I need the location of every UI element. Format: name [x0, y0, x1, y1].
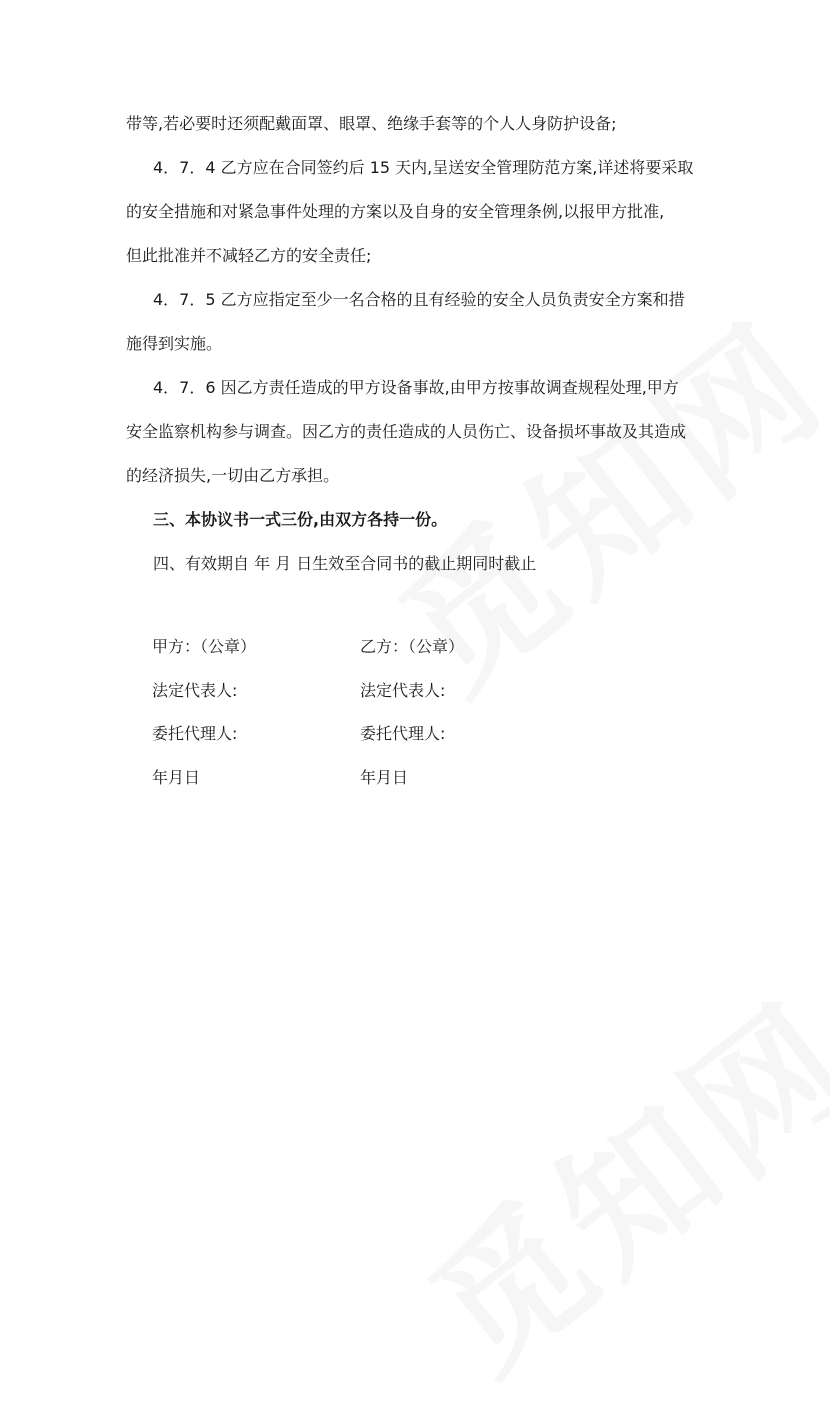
clause-4-7-4-line: 4．7．4 乙方应在合同签约后 15 天内,呈送安全管理防范方案,详述将要采取 — [153, 158, 694, 177]
section-four-validity: 四、有效期自 年 月 日生效至合同书的截止期同时截止 — [153, 554, 537, 573]
signature-block — [152, 625, 560, 799]
party-a-agent: 委托代理人: — [152, 724, 238, 743]
signature-agent-row — [152, 712, 560, 756]
party-a-date: 年月日 — [152, 767, 201, 787]
section-three-heading: 三、本协议书一式三份,由双方各持一份。 — [153, 510, 448, 529]
party-b-seal: 乙方：（公章） — [360, 637, 465, 656]
signature-seal-row — [152, 625, 560, 669]
clause-4-7-5-line: 4．7．5 乙方应指定至少一名合格的且有经验的安全人员负责安全方案和措 — [153, 290, 685, 309]
paragraph-line: 的经济损失,一切由乙方承担。 — [126, 466, 340, 485]
paragraph-line: 施得到实施。 — [126, 334, 223, 353]
paragraph-line: 的安全措施和对紧急事件处理的方案以及自身的安全管理条例,以报甲方批准, — [126, 202, 665, 221]
party-a-seal: 甲方：（公章） — [152, 637, 257, 656]
signature-representative-row — [152, 669, 560, 713]
contract-body — [126, 102, 706, 586]
paragraph-line: 安全监察机构参与调查。因乙方的责任造成的人员伤亡、设备损坏事故及其造成 — [126, 422, 687, 441]
party-b-agent: 委托代理人: — [360, 724, 446, 743]
clause-4-7-6-line: 4．7．6 因乙方责任造成的甲方设备事故,由甲方按事故调查规程处理,甲方 — [153, 378, 679, 397]
party-b-representative: 法定代表人: — [360, 680, 446, 700]
signature-date-row — [152, 756, 560, 800]
paragraph-line: 带等,若必要时还须配戴面罩、眼罩、绝缘手套等的个人人身防护设备; — [126, 114, 617, 133]
party-b-date: 年月日 — [360, 767, 409, 787]
party-a-representative: 法定代表人: — [152, 680, 238, 700]
watermark — [380, 944, 830, 1410]
paragraph-line: 但此批准并不减轻乙方的安全责任; — [126, 246, 372, 265]
